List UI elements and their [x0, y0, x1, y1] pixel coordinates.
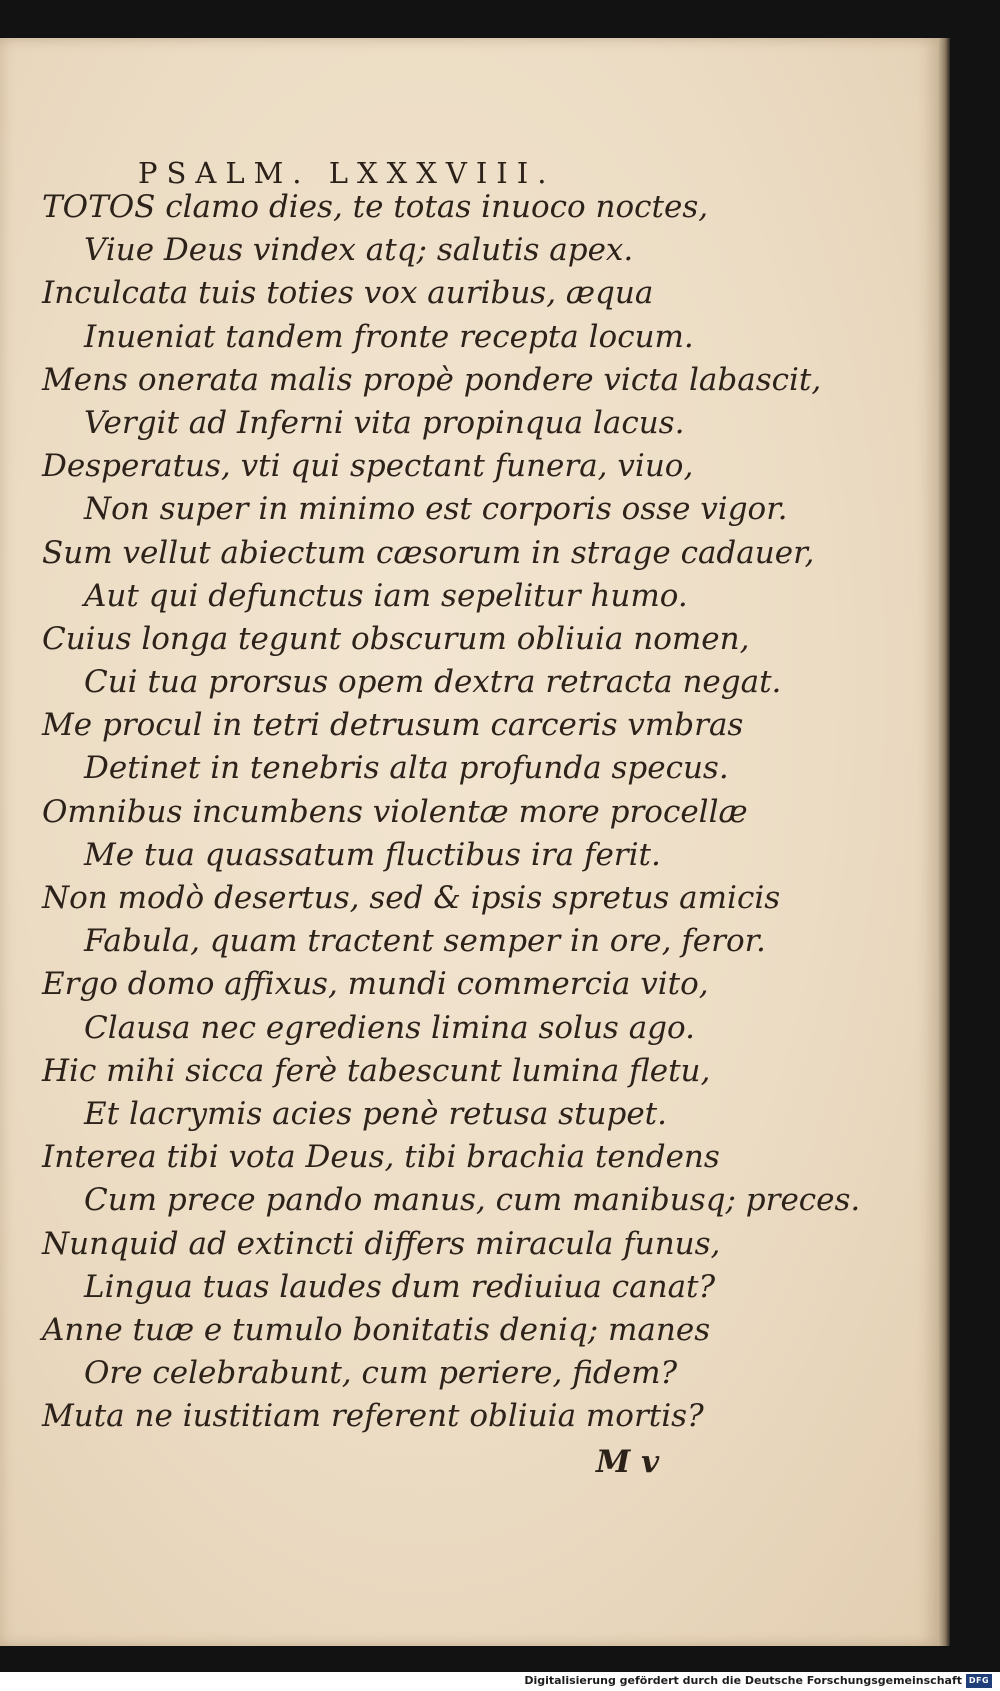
- funding-credit: Digitalisierung gefördert durch die Deutsche Forschungsgemeinschaft: [524, 1674, 962, 1687]
- verse-line: Ore celebrabunt, cum periere, fidem?: [84, 1355, 678, 1392]
- verse-line: Cum prece pando manus, cum manibusq; preces.: [84, 1182, 861, 1219]
- verse-line: Nunquid ad extincti differs miracula funus,: [42, 1225, 721, 1262]
- verse-line: Et lacrymis acies penè retusa stupet.: [84, 1095, 667, 1132]
- verse-line: Cui tua prorsus opem dextra retracta negat.: [84, 664, 782, 701]
- verse-line: Ergo domo affixus, mundi commercia vito,: [42, 966, 709, 1003]
- verse-line: Inculcata tuis toties vox auribus, æqua: [42, 275, 654, 312]
- verse-line: Hic mihi sicca ferè tabescunt lumina fletu,: [42, 1052, 711, 1089]
- verse-line: Fabula, quam tractent semper in ore, feror.: [84, 923, 766, 960]
- page-edge: [938, 38, 950, 1646]
- running-head: PSALM. LXXXVIII.: [138, 156, 556, 190]
- verse-line: Desperatus, vti qui spectant funera, viuo,: [42, 448, 694, 485]
- verse-line: Inueniat tandem fronte recepta locum.: [84, 318, 694, 355]
- verse-line: Aut qui defunctus iam sepelitur humo.: [84, 577, 688, 614]
- verse-line: Omnibus incumbens violentæ more procellæ: [42, 793, 748, 830]
- verse-line: Detinet in tenebris alta profunda specus.: [84, 750, 729, 787]
- verse-text: [42, 186, 902, 1438]
- verse-line: Interea tibi vota Deus, tibi brachia tendens: [42, 1139, 720, 1176]
- verse-line: Non super in minimo est corporis osse vigor.: [84, 491, 788, 528]
- verse-line: Non modò desertus, sed & ipsis spretus amicis: [42, 880, 781, 916]
- signature-mark: M v: [596, 1444, 660, 1480]
- verse-line: Anne tuæ e tumulo bonitatis deniq; manes: [42, 1311, 711, 1348]
- dfg-logo-icon: DFG: [966, 1674, 992, 1688]
- verse-line: Cuius longa tegunt obscurum obliuia nomen,: [42, 620, 750, 657]
- footer-bar: [0, 1672, 1000, 1691]
- verse-line: Muta ne iustitiam referent obliuia mortis?: [42, 1398, 704, 1435]
- verse-line: Sum vellut abiectum cæsorum in strage cadauer,: [42, 534, 815, 571]
- verse-line: Lingua tuas laudes dum rediuiua canat?: [84, 1268, 716, 1305]
- book-page: [0, 38, 938, 1646]
- verse-line: Clausa nec egrediens limina solus ago.: [84, 1009, 695, 1046]
- verse-line: TOTOS clamo dies, te totas inuoco noctes,: [42, 189, 709, 225]
- verse-line: Me procul in tetri detrusum carceris vmbras: [42, 707, 744, 744]
- verse-line: Me tua quassatum fluctibus ira ferit.: [84, 836, 661, 873]
- verse-line: Vergit ad Inferni vita propinqua lacus.: [84, 404, 685, 441]
- verse-line: Viue Deus vindex atq; salutis apex.: [84, 232, 634, 269]
- verse-line: Mens onerata malis propè pondere victa labascit,: [42, 361, 822, 398]
